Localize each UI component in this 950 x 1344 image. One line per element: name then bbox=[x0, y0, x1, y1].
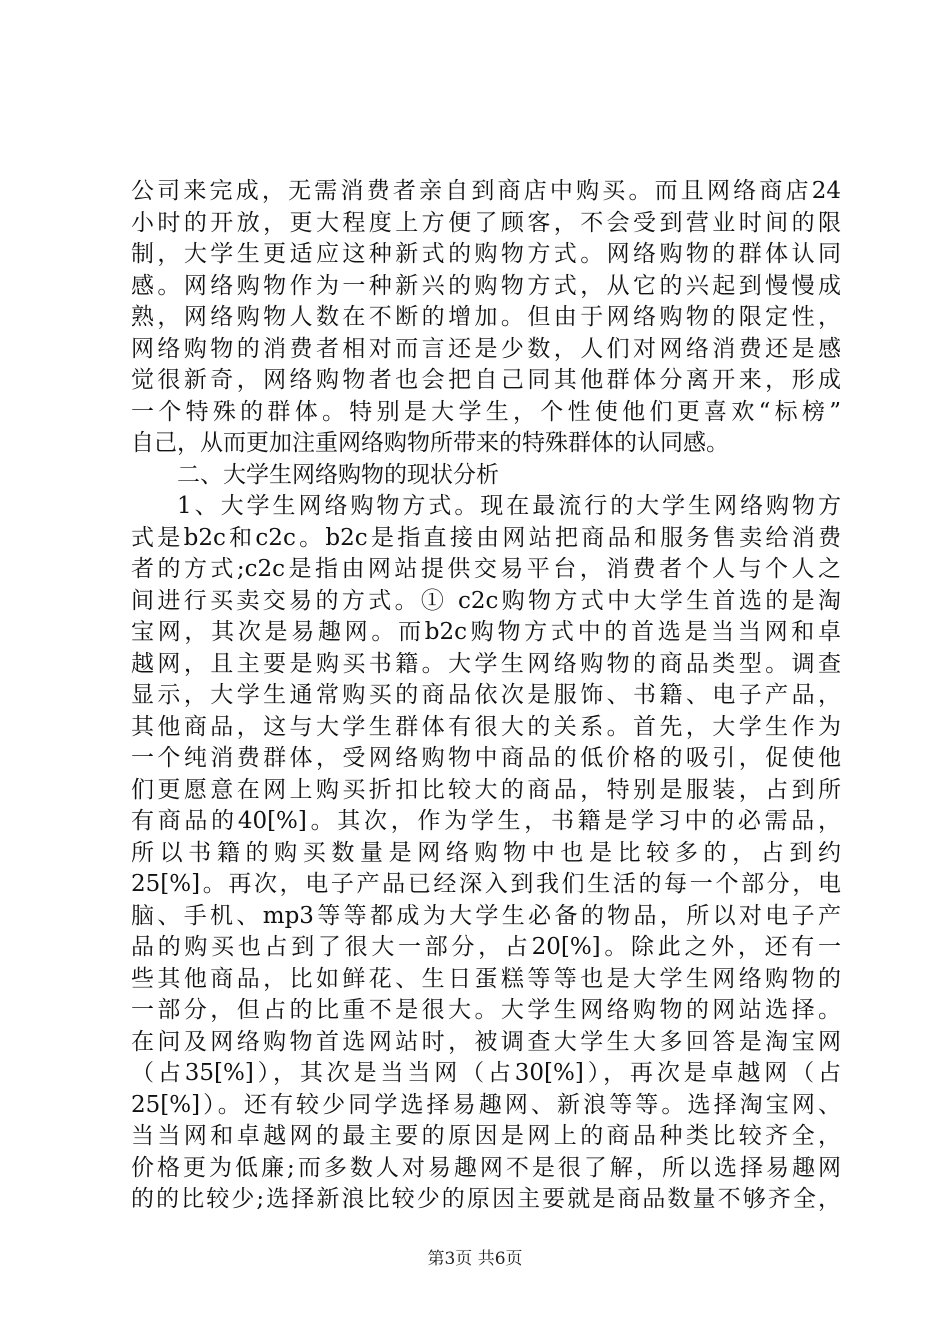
text-line: 的的比较少;选择新浪比较少的原因主要就是商品数量不够齐全， bbox=[131, 1186, 841, 1212]
text-line: 熟，网络购物人数在不断的增加。但由于网络购物的限定性， bbox=[131, 304, 841, 330]
text-line: 在问及网络购物首选网站时，被调查大学生大多回答是淘宝网 bbox=[131, 1028, 841, 1055]
page-footer: 第3页 共6页 bbox=[427, 1249, 523, 1269]
text-line: 公司来完成，无需消费者亲自到商店中购买。而且网络商店24 bbox=[131, 178, 841, 204]
text-line: 显示，大学生通常购买的商品依次是服饰、书籍、电子产品， bbox=[131, 682, 841, 708]
body-text bbox=[131, 176, 841, 1216]
text-line: 觉很新奇，网络购物者也会把自己同其他群体分离开来，形成 bbox=[131, 367, 841, 393]
text-line: （占35[%]），其次是当当网（占30[%]），再次是卓越网（占 bbox=[131, 1060, 841, 1086]
text-line: 小时的开放，更大程度上方便了顾客，不会受到营业时间的限 bbox=[131, 209, 841, 236]
text-line: 们更愿意在网上购买折扣比较大的商品，特别是服装，占到所 bbox=[131, 776, 841, 803]
text-line: 一个纯消费群体，受网络购物中商品的低价格的吸引，促使他 bbox=[131, 745, 841, 771]
text-line: 感。网络购物作为一种新兴的购物方式，从它的兴起到慢慢成 bbox=[131, 272, 841, 299]
text-line: 越网，且主要是购买书籍。大学生网络购物的商品类型。调查 bbox=[131, 650, 841, 677]
text-line: 25[%]）。还有较少同学选择易趣网、新浪等等。选择淘宝网、 bbox=[131, 1091, 841, 1118]
text-line: 制，大学生更适应这种新式的购物方式。网络购物的群体认同 bbox=[131, 241, 841, 267]
text-line: 些其他商品，比如鲜花、生日蛋糕等等也是大学生网络购物的 bbox=[131, 965, 841, 992]
text-line: 式是b2c和c2c。b2c是指直接由网站把商品和服务售卖给消费 bbox=[131, 524, 841, 551]
text-line: 25[%]。再次，电子产品已经深入到我们生活的每一个部分，电 bbox=[131, 871, 841, 897]
text-line: 当当网和卓越网的最主要的原因是网上的商品种类比较齐全， bbox=[131, 1123, 841, 1149]
text-line: 品的购买也占到了很大一部分，占20[%]。除此之外，还有一 bbox=[131, 934, 841, 960]
text-line: 脑、手机、mp3等等都成为大学生必备的物品，所以对电子产 bbox=[131, 902, 841, 929]
text-line: 有商品的40[%]。其次，作为学生，书籍是学习中的必需品， bbox=[131, 808, 841, 834]
text-line: 价格更为低廉;而多数人对易趣网不是很了解，所以选择易趣网 bbox=[131, 1154, 841, 1181]
text-line: 其他商品，这与大学生群体有很大的关系。首先，大学生作为 bbox=[131, 713, 841, 740]
text-line: 所以书籍的购买数量是网络购物中也是比较多的，占到约 bbox=[131, 839, 841, 866]
text-line: 自己，从而更加注重网络购物所带来的特殊群体的认同感。 bbox=[131, 430, 729, 456]
text-line: 一部分，但占的比重不是很大。大学生网络购物的网站选择。 bbox=[131, 997, 841, 1023]
text-line: 者的方式;c2c是指由网站提供交易平台，消费者个人与个人之 bbox=[131, 556, 841, 582]
text-line: 宝网，其次是易趣网。而b2c购物方式中的首选是当当网和卓 bbox=[131, 619, 841, 645]
text-line: 网络购物的消费者相对而言还是少数，人们对网络消费还是感 bbox=[131, 335, 841, 362]
text-line: 二、大学生网络购物的现状分析 bbox=[177, 461, 499, 488]
text-line: 1、大学生网络购物方式。现在最流行的大学生网络购物方 bbox=[177, 493, 841, 519]
text-line: 一个特殊的群体。特别是大学生，个性使他们更喜欢“标榜” bbox=[131, 398, 841, 425]
text-line: 间进行买卖交易的方式。① c2c购物方式中大学生首选的是淘 bbox=[131, 587, 841, 614]
